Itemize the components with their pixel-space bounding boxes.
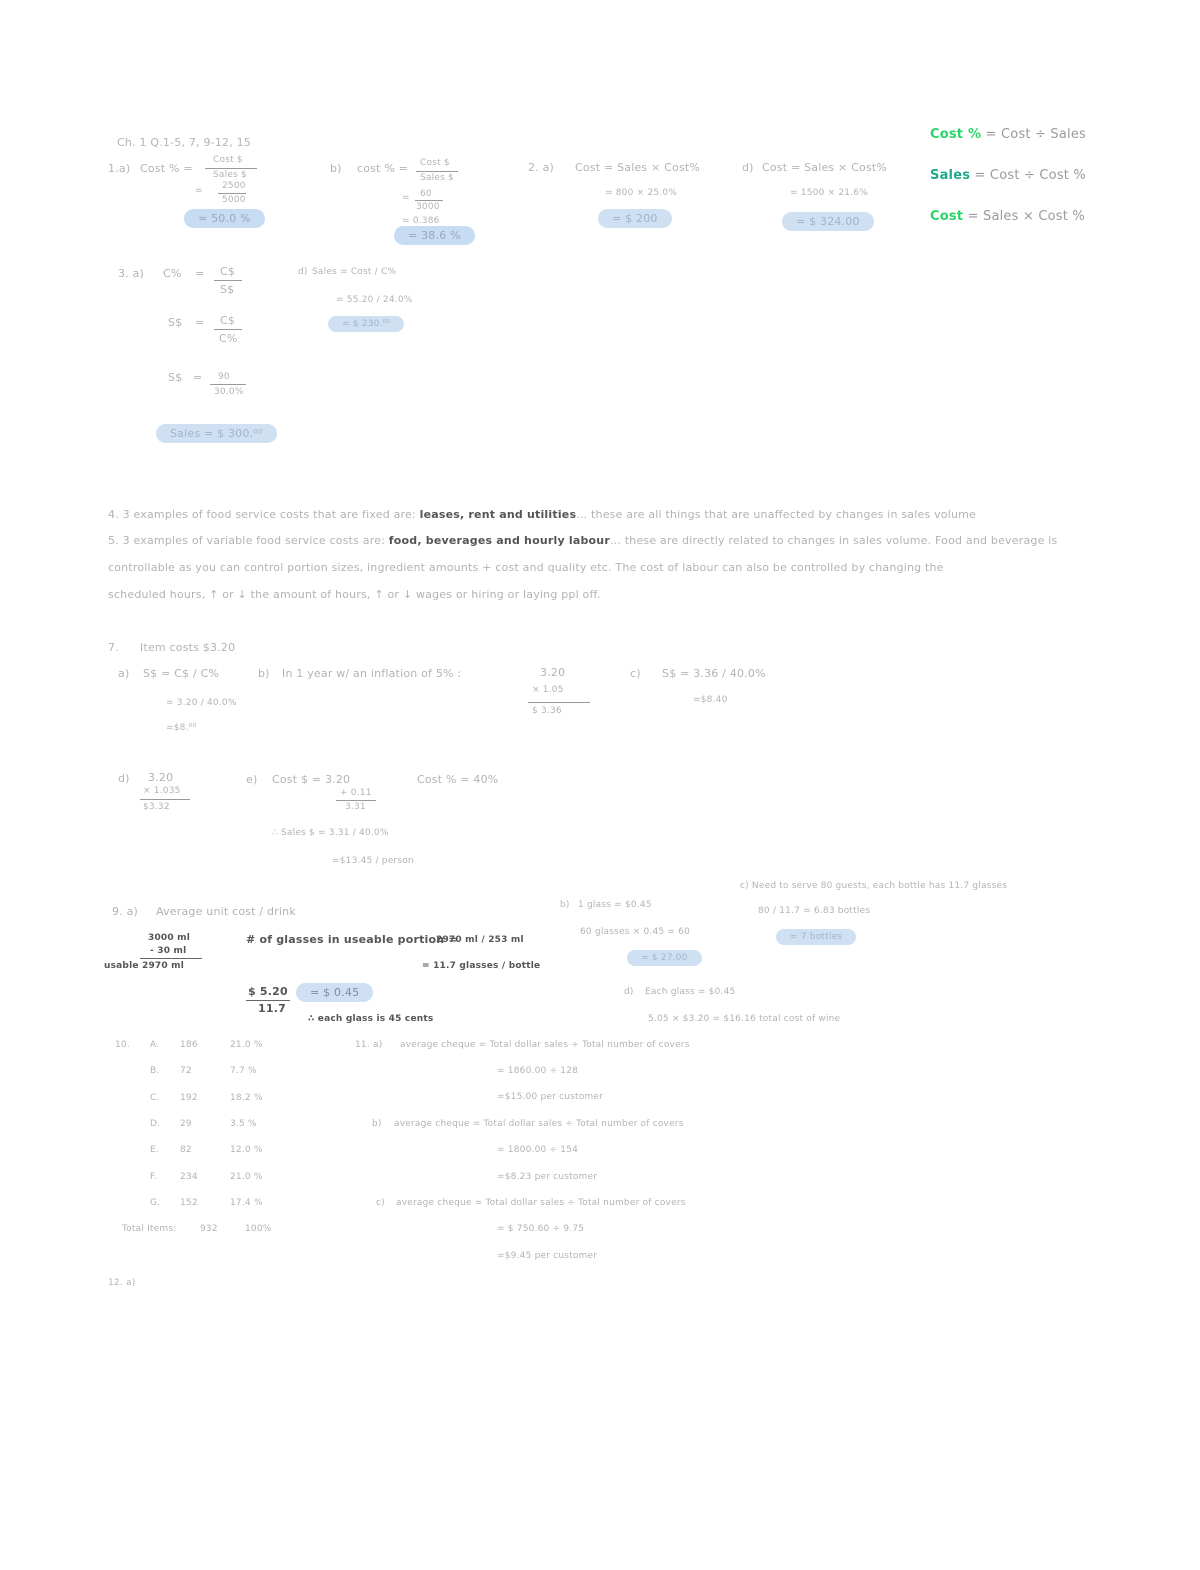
- q7b-v3: $ 3.36: [532, 706, 562, 716]
- legend-cost: [930, 209, 1085, 224]
- q9-unit-den: 11.7: [258, 1002, 286, 1015]
- q7e-sum: 3.31: [345, 802, 366, 812]
- q9-unit-note: ∴ each glass is 45 cents: [308, 1014, 434, 1024]
- q10-row-letter: B.: [150, 1066, 160, 1076]
- q10-row-count: 186: [180, 1040, 198, 1050]
- q7-label: 7.: [108, 641, 119, 654]
- q1a-label: 1.a): [108, 162, 131, 175]
- q1b-step-num: 60: [420, 189, 432, 199]
- q1a-eq: =: [195, 186, 203, 196]
- q3-eq2: =: [195, 316, 205, 329]
- legend-cost-pct: [930, 127, 1086, 142]
- q3-step-num: 90: [218, 372, 230, 382]
- page-header: Ch. 1 Q.1-5, 7, 9-12, 15: [117, 136, 252, 149]
- q1a-frac-line: [205, 168, 257, 169]
- q10-row-pct: 3.5 %: [230, 1119, 257, 1129]
- q1a-step-num: 2500: [222, 181, 246, 191]
- q1a-den: Sales $: [213, 170, 247, 180]
- q7d-label: d): [118, 772, 130, 785]
- q2a-step: = 800 × 25.0%: [605, 188, 678, 198]
- q1b-step2: = 0.386: [402, 216, 440, 226]
- q7b-v2: × 1.05: [532, 685, 564, 695]
- q7a-answer: =$8.⁰⁰: [166, 723, 197, 733]
- q10-row-letter: E.: [150, 1145, 159, 1155]
- legend-sales-label: Sales: [930, 168, 971, 183]
- q3d-label: d): [298, 267, 308, 277]
- q7c-answer: =$8.40: [693, 695, 728, 705]
- q9d-line2: 5.05 × $3.20 = $16.16 total cost of wine: [648, 1014, 841, 1024]
- q1a-num: Cost $: [213, 155, 243, 165]
- q11a-label: 11. a): [355, 1040, 383, 1050]
- q3-eq1: =: [195, 267, 205, 280]
- q9c-answer: = 7 bottles: [776, 929, 856, 945]
- q1a-step-den: 5000: [222, 195, 246, 205]
- q4-text: [108, 508, 976, 521]
- q9-v3: usable 2970 ml: [104, 961, 185, 971]
- q9-glasses-frac: 2970 ml / 253 ml: [436, 935, 524, 945]
- q3-cs1: C$: [220, 265, 236, 278]
- q10-row-letter: G.: [150, 1198, 161, 1208]
- legend-cost-pct-formula: = Cost ÷ Sales: [985, 127, 1087, 142]
- q11a-step: = 1860.00 ÷ 128: [497, 1066, 579, 1076]
- q10-row-pct: 21.0 %: [230, 1040, 263, 1050]
- q3-ss1: S$: [220, 283, 235, 296]
- q12-label: 12. a): [108, 1278, 136, 1288]
- q4-bold: leases, rent and utilities: [419, 508, 577, 521]
- q1b-step-den: 3000: [416, 202, 440, 212]
- q4-lead: 4. 3 examples of food service costs that are fixed are:: [108, 508, 416, 521]
- q11b-formula: average cheque = Total dollar sales ÷ Total number of covers: [394, 1119, 684, 1129]
- q7b-text: In 1 year w/ an inflation of 5% :: [282, 667, 462, 680]
- q1b-frac-line: [416, 171, 458, 172]
- q9b-answer: = $ 27.00: [627, 950, 702, 966]
- q3-ss3: S$: [168, 371, 183, 384]
- q10-row-count: 82: [180, 1145, 192, 1155]
- q10-total-pct: 100%: [245, 1224, 272, 1234]
- legend-cost-pct-label: Cost %: [930, 127, 982, 142]
- q9-title: Average unit cost / drink: [156, 905, 296, 918]
- q1b-formula: cost % =: [357, 162, 409, 175]
- q3-cs2: C$: [220, 314, 236, 327]
- q9b-line1: 1 glass = $0.45: [578, 900, 652, 910]
- q2d-answer: = $ 324.00: [782, 212, 874, 231]
- q11c-label: c): [376, 1198, 385, 1208]
- q7e-formula: Cost $ = 3.20: [272, 773, 351, 786]
- q2d-label: d): [742, 161, 754, 174]
- q7d-v1: 3.20: [148, 771, 174, 784]
- q2a-formula: Cost = Sales × Cost%: [575, 161, 701, 174]
- q7e-cost-pct: Cost % = 40%: [417, 773, 499, 786]
- q10-row-letter: D.: [150, 1119, 161, 1129]
- q9-vol-line: [140, 958, 202, 959]
- q9-unit-line: [246, 1000, 290, 1001]
- legend-sales: [930, 168, 1086, 183]
- q2d-formula: Cost = Sales × Cost%: [762, 161, 888, 174]
- q1a-answer: = 50.0 %: [184, 209, 265, 228]
- q3d-answer: = $ 230.⁰⁰: [328, 316, 404, 332]
- q10-row-letter: C.: [150, 1093, 160, 1103]
- q7e-add: + 0.11: [340, 788, 372, 798]
- q9-glasses-text: # of glasses in useable portion =: [246, 933, 458, 946]
- q3-frac2: [214, 329, 242, 330]
- q10-total-count: 932: [200, 1224, 218, 1234]
- q3-step-den: 30.0%: [214, 387, 244, 397]
- q5-bold: food, beverages and hourly labour: [388, 534, 610, 547]
- q11c-formula: average cheque = Total dollar sales ÷ Total number of covers: [396, 1198, 686, 1208]
- q10-row-pct: 7.7 %: [230, 1066, 257, 1076]
- q7a-label: a): [118, 667, 130, 680]
- q9c-calc: 80 / 11.7 = 6.83 bottles: [758, 906, 871, 916]
- q11b-answer: =$8.23 per customer: [497, 1172, 598, 1182]
- legend-cost-formula: = Sales × Cost %: [967, 209, 1085, 224]
- q1b-answer: = 38.6 %: [394, 226, 475, 245]
- q2a-answer: = $ 200: [598, 209, 672, 228]
- q7b-v1: 3.20: [540, 666, 566, 679]
- q3-frac1: [214, 280, 242, 281]
- q9-v2: - 30 ml: [150, 946, 187, 956]
- q2d-step: = 1500 × 21.6%: [790, 188, 868, 198]
- q1b-den: Sales $: [420, 173, 454, 183]
- q7d-v2: × 1.035: [143, 786, 181, 796]
- q7-intro: Item costs $3.20: [140, 641, 236, 654]
- q11c-step: = $ 750.60 ÷ 9.75: [497, 1224, 585, 1234]
- q3-cp2: C%: [219, 332, 238, 345]
- q11b-step: = 1800.00 ÷ 154: [497, 1145, 579, 1155]
- q10-label: 10.: [115, 1040, 130, 1050]
- q7e-answer: =$13.45 / person: [332, 856, 414, 866]
- q9-label: 9. a): [112, 905, 139, 918]
- q1b-num: Cost $: [420, 158, 450, 168]
- q4-rest: ... these are all things that are unaffected by changes in sales volume: [576, 508, 977, 521]
- q10-row-pct: 12.0 %: [230, 1145, 263, 1155]
- q11a-formula: average cheque = Total dollar sales ÷ Total number of covers: [400, 1040, 690, 1050]
- q11c-answer: =$9.45 per customer: [497, 1251, 598, 1261]
- q7e-label: e): [246, 773, 258, 786]
- q5-lead: 5. 3 examples of variable food service costs are:: [108, 534, 386, 547]
- legend-cost-label: Cost: [930, 209, 964, 224]
- q11a-answer: =$15.00 per customer: [497, 1092, 604, 1102]
- q7a-step: = 3.20 / 40.0%: [166, 698, 237, 708]
- q9b-label: b): [560, 900, 570, 910]
- q10-total-label: Total Items:: [122, 1224, 177, 1234]
- q5-line2: controllable as you can control portion sizes, ingredient amounts + cost and quality etc. The cost of labour can also be controlled by changing the: [108, 561, 944, 574]
- q9-unit-num: $ 5.20: [248, 985, 288, 998]
- q7c-label: c): [630, 667, 641, 680]
- q10-row-letter: F.: [150, 1172, 157, 1182]
- q3-ss2: S$: [168, 316, 183, 329]
- q10-row-count: 29: [180, 1119, 192, 1129]
- q9-glasses-result: = 11.7 glasses / bottle: [422, 961, 541, 971]
- q7d-v3: $3.32: [143, 802, 170, 812]
- q10-row-count: 72: [180, 1066, 192, 1076]
- q7b-label: b): [258, 667, 270, 680]
- q7c-formula: S$ = 3.36 / 40.0%: [662, 667, 766, 680]
- q7b-sum-line: [528, 702, 590, 703]
- q1b-eq: =: [402, 193, 410, 203]
- q2a-label: 2. a): [528, 161, 555, 174]
- q10-row-count: 234: [180, 1172, 198, 1182]
- legend-sales-formula: = Cost ÷ Cost %: [974, 168, 1086, 183]
- q9d-line1: Each glass = $0.45: [645, 987, 736, 997]
- q11b-label: b): [372, 1119, 382, 1129]
- q3-answer: Sales = $ 300.⁰⁰: [156, 424, 277, 443]
- q10-row-pct: 21.0 %: [230, 1172, 263, 1182]
- q9b-line2: 60 glasses × 0.45 = 60: [580, 927, 691, 937]
- q7d-sum-line: [140, 799, 190, 800]
- q10-row-count: 192: [180, 1093, 198, 1103]
- q5-line3: scheduled hours, ↑ or ↓ the amount of hours, ↑ or ↓ wages or hiring or laying ppl off.: [108, 588, 601, 601]
- q3-cp: C%: [163, 267, 182, 280]
- q10-row-pct: 18.2 %: [230, 1093, 263, 1103]
- q10-row-pct: 17.4 %: [230, 1198, 263, 1208]
- q1a-step-line: [218, 193, 246, 194]
- q9-v1: 3000 ml: [148, 933, 191, 943]
- q3-eq3: =: [193, 371, 203, 384]
- q1b-label: b): [330, 162, 342, 175]
- q7e-sum-line: [336, 800, 376, 801]
- q5-text: [108, 534, 1057, 547]
- q1b-step-line: [415, 200, 443, 201]
- q1a-formula: Cost % =: [140, 162, 193, 175]
- q10-row-count: 152: [180, 1198, 198, 1208]
- q9c-note: c) Need to serve 80 guests, each bottle has 11.7 glasses: [740, 881, 1008, 891]
- q3a-label: 3. a): [118, 267, 145, 280]
- q7e-sales: ∴ Sales $ = 3.31 / 40.0%: [272, 828, 389, 838]
- q3d-formula: Sales = Cost / C%: [312, 267, 397, 277]
- q10-row-letter: A.: [150, 1040, 160, 1050]
- q3d-step: = 55.20 / 24.0%: [336, 295, 413, 305]
- q3-frac3: [210, 384, 246, 385]
- q5-rest: ... these are directly related to changes in sales volume. Food and beverage is: [609, 534, 1058, 547]
- q7a-formula: S$ = C$ / C%: [143, 667, 220, 680]
- q9-unit-answer: = $ 0.45: [296, 983, 373, 1002]
- q9d-label: d): [624, 987, 634, 997]
